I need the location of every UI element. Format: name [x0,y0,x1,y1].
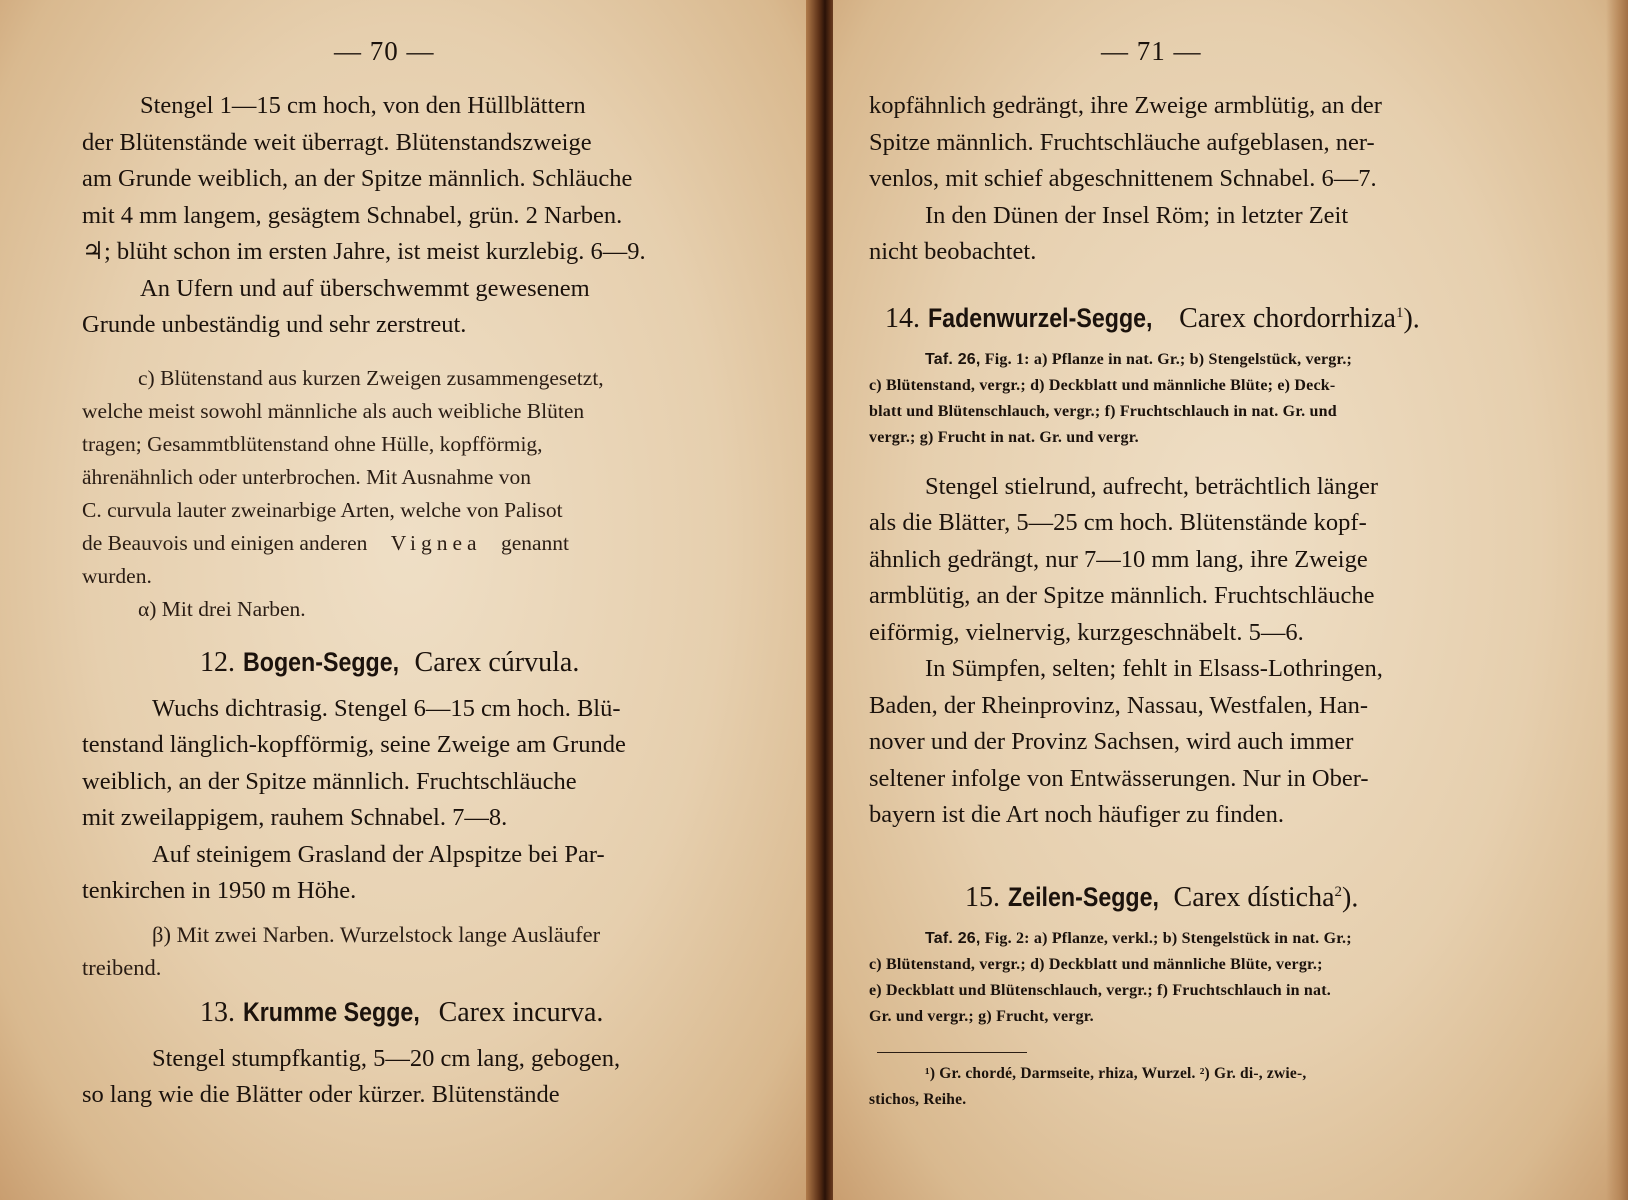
species-15-heading [869,870,1569,920]
species-number: 12. [200,646,235,678]
text-line: Stengel 1—15 cm hoch, von den Hüllblättern [140,92,586,119]
subsection-alpha: α) Mit drei Narben. [138,596,306,621]
german-name: Krumme Segge, [243,996,420,1027]
species-11-description [82,88,772,271]
text-line [869,926,1569,952]
latin-name: Carex incurva. [438,996,604,1028]
german-name: Zeilen-Segge, [1008,882,1159,913]
latin-name: Carex dísticha [1173,882,1335,914]
right-page-number: — 71 — [1101,36,1202,66]
species-13-description-continued [869,88,1569,198]
text-line: wurden. [82,563,152,588]
text-line: Auf steinigem Grasland der Alpspitze bei Par- [152,840,605,868]
left-page-number: — 70 — [334,36,435,66]
german-name: Fadenwurzel-Segge, [928,302,1153,333]
text-line [869,347,1569,373]
page-edge [1606,0,1628,1200]
text-line: c) Blütenstand, vergr.; d) Deckblatt und männliche Blüte; e) Deck- [869,376,1336,394]
footnotes [869,1061,1569,1113]
text-line: c) Blütenstand, vergr.; d) Deckblatt und männliche Blüte, vergr.; [869,956,1323,974]
text-line: blatt und Blütenschlauch, vergr.; f) Fruchtschlauch in nat. Gr. und [869,402,1337,420]
species-14-description [869,469,1569,652]
species-12-description [82,691,772,837]
footnote-mark: 1 [1395,304,1404,321]
plate-label: Taf. 26, [925,930,981,948]
species-12-habitat [82,837,772,910]
text-line: In den Dünen der Insel Röm; in letzter Zeit [925,201,1349,229]
text-line: C. curvula lauter zweinarbige Arten, welche von Palisot [82,497,563,522]
text-line: seltener infolge von Entwässerungen. Nur in Ober- [869,764,1369,792]
heading-close: ). [1403,302,1420,334]
text-line: ♃; blüht schon im ersten Jahre, ist meist kurzlebig. 6—9. [82,238,646,265]
right-page [833,0,1628,1200]
text-line: ähnlich gedrängt, nur 7—10 mm lang, ihre Zweige [869,545,1368,573]
species-11-habitat [82,271,772,344]
text-line: nover und der Provinz Sachsen, wird auch immer [869,728,1354,756]
text-line: der Blütenstände weit überragt. Blütenstandszweige [82,128,592,156]
text-line: venlos, mit schief abgeschnittenem Schnabel. 6—7. [869,165,1377,192]
species-12-heading [82,640,772,685]
text-line: bayern ist die Art noch häufiger zu finden. [869,801,1285,829]
latin-name: Carex cúrvula. [414,646,580,678]
species-14-plate-reference [869,347,1569,451]
species-number: 14. [885,302,920,334]
text-line: nicht beobachtet. [869,238,1037,265]
text-line: stichos, Reihe. [869,1091,967,1109]
text-line: weiblich, an der Spitze männlich. Fruchtschläuche [82,767,577,795]
footnote-mark: 2 [1334,883,1342,900]
text-line: Gr. und vergr.; g) Frucht, vergr. [869,1008,1094,1026]
text-line: e) Deckblatt und Blütenschlauch, vergr.; f) Fruchtschlauch in nat. [869,982,1331,1000]
text-line: welche meist sowohl männliche als auch weibliche Blüten [82,398,585,423]
text-fragment: Fig. 1: a) Pflanze in nat. Gr.; b) Stengelstück, vergr.; [984,350,1353,368]
species-14-habitat [869,651,1569,834]
text-line: Stengel stumpfkantig, 5—20 cm lang, gebogen, [152,1044,621,1072]
text-line: vergr.; g) Frucht in nat. Gr. und vergr. [869,428,1139,446]
text-line: c) Blütenstand aus kurzen Zweigen zusammengesetzt, [138,365,604,390]
text-line: tenkirchen in 1950 m Höhe. [82,877,357,904]
text-line: armblütig, an der Spitze männlich. Fruchtschläuche [869,582,1375,610]
text-line: tragen; Gesammtblütenstand ohne Hülle, kopfförmig, [82,431,543,456]
subsection-beta [82,918,772,984]
text-line: Stengel stielrund, aufrecht, beträchtlich länger [925,472,1379,500]
text-fragment: genannt [500,530,569,555]
right-page-content [869,88,1569,1113]
section-c-intro [82,362,772,626]
text-fragment: Fig. 2: a) Pflanze, verkl.; b) Stengelstück in nat. Gr.; [984,930,1352,948]
text-fragment: de Beauvois und einigen anderen [82,530,368,555]
species-13-description [82,1041,772,1114]
genus-name-vignea: Vignea [390,530,482,555]
text-line: Wuchs dichtrasig. Stengel 6—15 cm hoch. Blü- [152,694,621,722]
text-line: kopfähnlich gedrängt, ihre Zweige armblütig, an der [869,92,1382,119]
text-line: Grunde unbeständig und sehr zerstreut. [82,311,467,338]
text-line: An Ufern und auf überschwemmt gewesenem [140,274,590,302]
species-14-heading [869,291,1569,341]
footnote-divider [877,1052,1027,1053]
plate-label: Taf. 26, [925,350,981,368]
species-13-habitat [869,198,1569,271]
text-line: In Sümpfen, selten; fehlt in Elsass-Lothringen, [925,655,1383,683]
text-line: so lang wie die Blätter oder kürzer. Blütenstände [82,1081,560,1108]
text-line: treibend. [82,954,162,980]
text-line: als die Blätter, 5—25 cm hoch. Blütenstände kopf- [869,509,1367,537]
text-line: Spitze männlich. Fruchtschläuche aufgeblasen, ner- [869,128,1375,156]
species-number: 15. [965,882,1000,914]
heading-close: ). [1342,882,1359,914]
species-15-plate-reference [869,926,1569,1030]
species-13-heading [82,990,772,1035]
left-page-content [82,88,772,1114]
german-name: Bogen-Segge, [243,646,400,677]
text-line: β) Mit zwei Narben. Wurzelstock lange Ausläufer [152,921,601,947]
text-line: eiförmig, vielnervig, kurzgeschnäbelt. 5—6. [869,618,1304,646]
text-line: tenstand länglich-kopfförmig, seine Zweige am Grunde [82,731,626,758]
latin-name: Carex chordorrhiza [1179,302,1396,334]
text-line: ährenähnlich oder unterbrochen. Mit Ausnahme von [82,464,531,489]
species-number: 13. [200,996,235,1028]
text-line: Baden, der Rheinprovinz, Nassau, Westfalen, Han- [869,691,1368,719]
text-line [82,527,772,560]
text-line: mit 4 mm langem, gesägtem Schnabel, grün. 2 Narben. [82,201,623,229]
text-line: mit zweilappigem, rauhem Schnabel. 7—8. [82,804,508,831]
text-line: am Grunde weiblich, an der Spitze männlich. Schläuche [82,165,633,192]
text-line: ¹) Gr. chordé, Darmseite, rhiza, Wurzel. ²) Gr. di-, zwie-, [925,1065,1307,1083]
